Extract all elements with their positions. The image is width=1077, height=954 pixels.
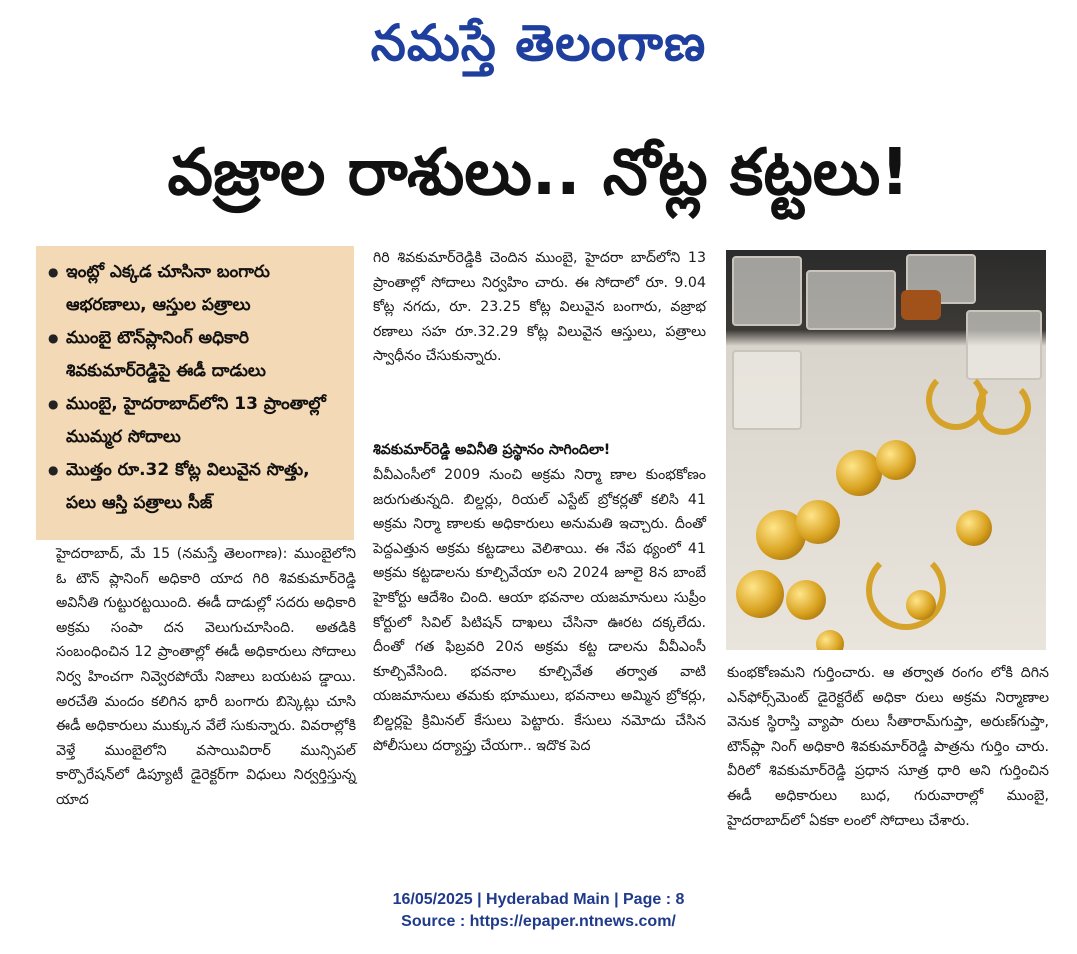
highlight-item: ● ఇంట్లో ఎక్కడ చూసినా బంగారు ఆభరణాలు, ఆస్తుల పత్రాలు (48, 256, 344, 322)
article-column-2-top (373, 246, 706, 369)
article-column-2-bottom (373, 463, 706, 758)
highlight-item: ● ముంబై, హైదరాబాద్‌లోని 13 ప్రాంతాల్లో ముమ్మర సోదాలు (48, 388, 344, 454)
edition-info: 16/05/2025 | Hyderabad Main | Page : 8 (392, 891, 685, 908)
masthead-logo: నమస్తే తెలంగాణ (370, 14, 707, 72)
source-link[interactable]: Source : https://epaper.ntnews.com/ (401, 913, 676, 930)
article-column-1 (56, 542, 356, 813)
article-paragraph: గిరి శివకుమార్‌రెడ్డికి చెందిన ముంబై, హైదరా బాద్‌లోని 13 ప్రాంతాల్లో సోదాలు నిర్వహిం చారు. ఈ సోదాలో రూ. 9.04 కోట్ల నగదు, రూ. 23.25 కోట్ల విలువైన బంగారు, వజ్రాభ రణాలు సహ రూ.32.29 కోట్ల విలువైన ఆస్తులు, పత్రాలు స్వాధీనం చేసుకున్నారు. (373, 250, 706, 365)
highlight-item: ● మొత్తం రూ.32 కోట్ల విలువైన సొత్తు, పలు ఆస్తి పత్రాలు సీజ్ (48, 454, 344, 520)
seized-jewellery-photo (726, 250, 1046, 650)
article-paragraph: హైదరాబాద్, మే 15 (నమస్తే తెలంగాణ): ముంబైలోని ఓ టౌన్ ప్లానింగ్ అధికారి యాద గిరి శివకుమార్‌రెడ్డి అవినీతి గుట్టురట్టయింది. ఈడీ దాడుల్లో సదరు అధికారి అక్రమ సంపా దన వెలుగుచూసింది. అతడికి సంబంధించిన 12 ప్రాంతాల్లో ఈడీ అధికారులు సోదాలు నిర్వ హించగా నివ్వెరపోయే నిజాలు బయటప డ్డాయి. అరచేతి మందం కలిగిన భారీ బంగారు బిస్కెట్లు చూసి ఈడీ అధికారులు ముక్కున వేలే సుకున్నారు. వివరాల్లోకి వెళ్తే ముంబైలోని వసాయివిరార్ మున్సిపల్ కార్పొరేషన్‌లో డిప్యూటీ డైరెక్టర్‌గా విధులు నిర్వర్తిస్తున్న యాద (56, 546, 356, 808)
article-subheading: శివకుమార్‌రెడ్డి అవినీతి ప్రస్థానం సాగిందిలా! (373, 442, 611, 458)
article-paragraph: కుంభకోణమని గుర్తించారు. ఆ తర్వాత రంగం లోకి దిగిన ఎన్‌ఫోర్స్‌మెంట్ డైరెక్టరేట్ అధికా రులు అక్రమ నిర్మాణాల వెనుక స్థిరాస్తి వ్యాపా రులు సీతారామ్‌గుప్తా, అరుణ్‌గుప్తా, టౌన్‌ప్లా నింగ్ అధికారి శివకుమార్‌రెడ్డి పాత్రను గుర్తిం చారు. వీరిలో శివకుమార్‌రెడ్డి ప్రధాన సూత్ర ధారి అని గుర్తించిన ఈడీ అధికారులు బుధ, గురువారాల్లో ముంబై, హైదరాబాద్‌లో ఏకకా లంలో సోదాలు చేశారు. (727, 665, 1049, 829)
highlights-box (36, 246, 354, 540)
article-paragraph: వీవీఎంసీలో 2009 నుంచి అక్రమ నిర్మా ణాల కుంభకోణం జరుగుతున్నది. బిల్డర్లు, రియల్ ఎస్టేట్ బ్రోకర్లతో కలిసి 41 అక్రమ నిర్మా ణాలకు అధికారులు అనుమతి ఇచ్చారు. దీంతో పెద్దఎత్తున అక్రమ కట్టడాలు వెలిశాయి. ఈ నేప థ్యంలో 41 అక్రమ కట్టడాలను కూల్చివేయా లని 2024 జూలై 8న బాంబే హైకోర్టు ఆదేశిం చింది. ఆయా భవనాల యజమానులు సుప్రీం కోర్టులో సివిల్ పిటిషన్ దాఖలు చేసినా ఊరట దక్కలేదు. దీంతో గత ఫిబ్రవరి 20న అక్రమ కట్ట డాలను వీవీఎంసీ కూల్చివేసింది. భవనాల కూల్చివేత తర్వాత వాటి యజమానులు తమకు భూములు, భవనాలు అమ్మిన బ్రోకర్లు, బిల్డర్లపై క్రిమినల్ కేసులు పెట్టారు. కేసులు నమోదు చేసిన పోలీసులు దర్యాప్తు చేయగా.. ఇదొక పెద (373, 467, 706, 754)
article-column-3 (727, 661, 1049, 833)
article-headline: వజ్రాల రాశులు.. నోట్ల కట్టలు! (167, 136, 910, 210)
highlight-item: ● ముంబై టౌన్‌ప్లానింగ్ అధికారి శివకుమార్‌రెడ్డిపై ఈడీ దాడులు (48, 322, 344, 388)
